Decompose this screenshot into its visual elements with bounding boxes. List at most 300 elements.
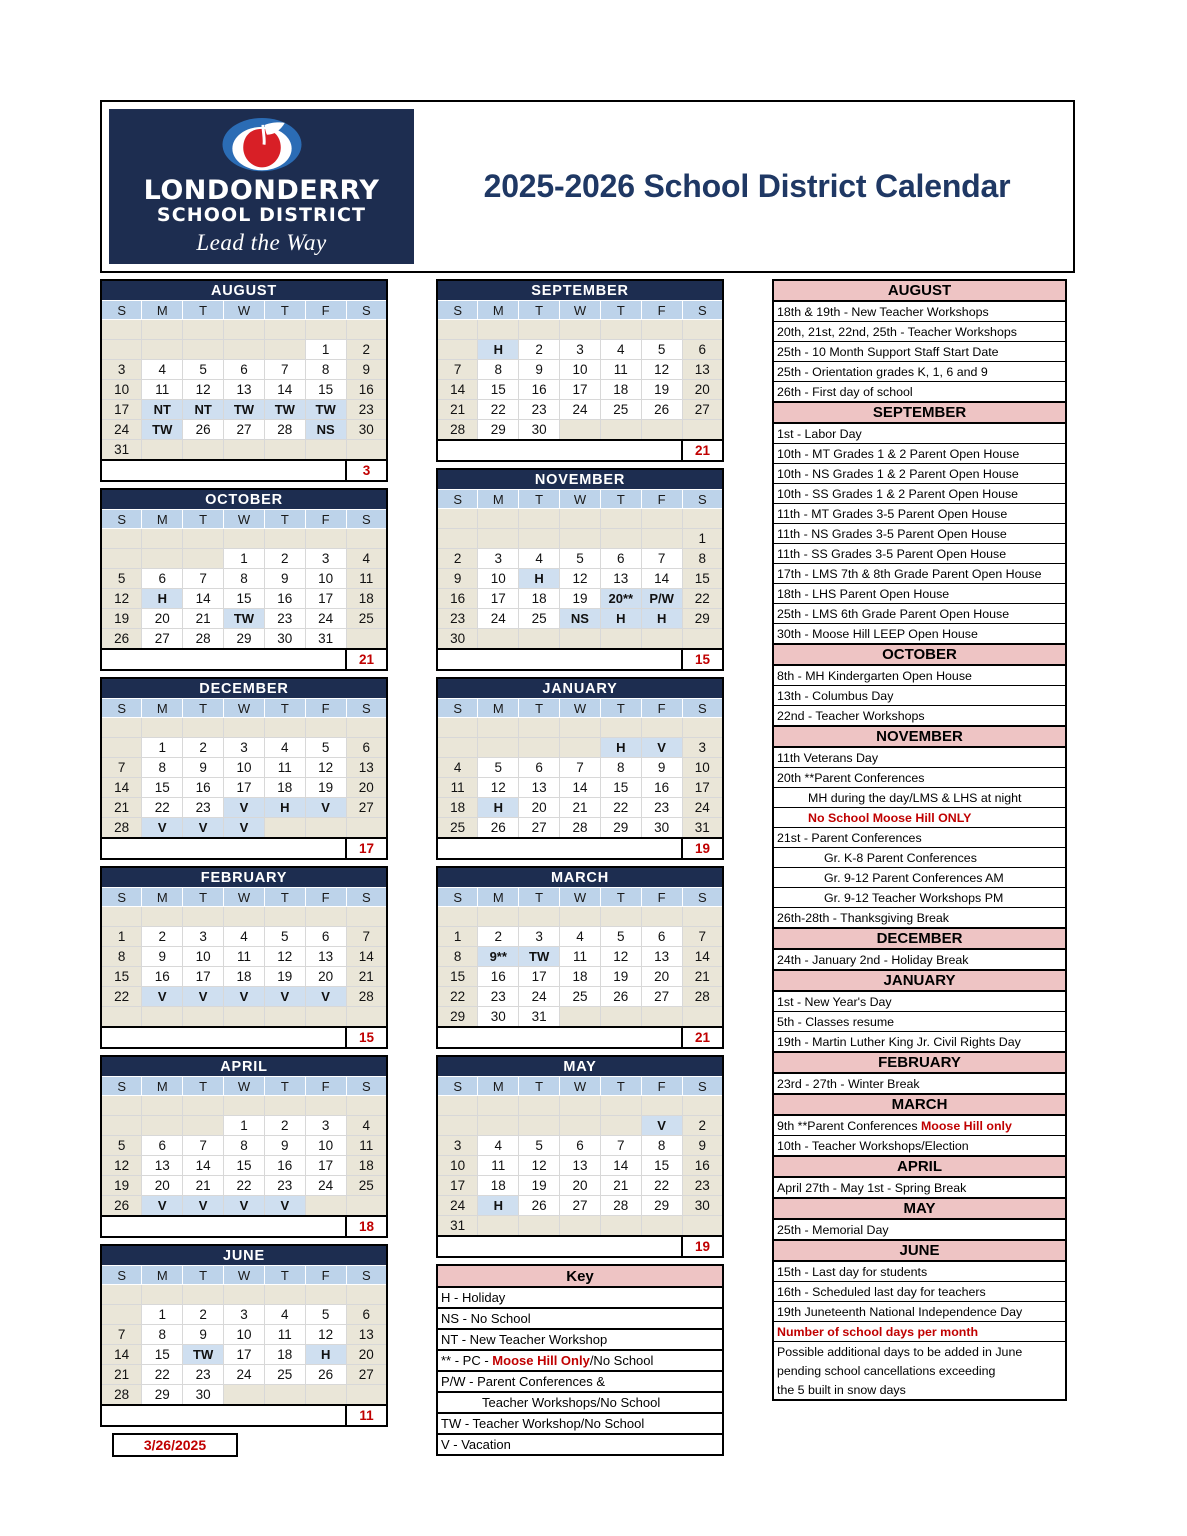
calendar-cell: 26 bbox=[101, 1196, 142, 1217]
calendar-cell: 25 bbox=[346, 1176, 387, 1196]
day-of-week-header: S bbox=[346, 888, 387, 907]
calendar-cell: 11 bbox=[264, 1325, 305, 1345]
calendar-cell: 23 bbox=[183, 1365, 224, 1385]
day-of-week-header: T bbox=[600, 490, 641, 509]
event-row: April 27th - May 1st - Spring Break bbox=[773, 1177, 1066, 1198]
calendar-cell: 17 bbox=[437, 1176, 478, 1196]
month-table-december bbox=[100, 677, 388, 860]
calendar-cell: 8 bbox=[478, 360, 519, 380]
calendar-cell: 24 bbox=[478, 609, 519, 629]
calendar-cell: H bbox=[478, 1196, 519, 1216]
calendar-cell: 24 bbox=[101, 420, 142, 440]
calendar-cell: 1 bbox=[142, 738, 183, 758]
calendar-cell-empty bbox=[224, 529, 265, 549]
calendar-cell-empty bbox=[519, 718, 560, 738]
calendar-cell: 10 bbox=[682, 758, 723, 778]
events-month-header: MARCH bbox=[773, 1094, 1066, 1115]
day-of-week-header: T bbox=[264, 699, 305, 718]
calendar-cell: 18 bbox=[346, 589, 387, 609]
calendar-cell: 19 bbox=[305, 778, 346, 798]
calendar-cell: 26 bbox=[519, 1196, 560, 1216]
calendar-cell: TW bbox=[305, 400, 346, 420]
month-table-june bbox=[100, 1244, 388, 1427]
calendar-cell: 6 bbox=[142, 1136, 183, 1156]
calendar-cell: 4 bbox=[346, 1116, 387, 1136]
calendar-cell-empty bbox=[478, 509, 519, 529]
event-row: 25th - Orientation grades K, 1, 6 and 9 bbox=[773, 362, 1066, 382]
day-of-week-header: T bbox=[600, 1077, 641, 1096]
event-row: 16th - Scheduled last day for teachers bbox=[773, 1282, 1066, 1302]
event-text: 9th **Parent Conferences bbox=[777, 1118, 921, 1133]
day-of-week-header: S bbox=[437, 699, 478, 718]
day-of-week-header: W bbox=[560, 301, 601, 320]
calendar-cell: 22 bbox=[224, 1176, 265, 1196]
month-table-september bbox=[436, 279, 724, 462]
calendar-cell-empty bbox=[560, 529, 601, 549]
calendar-cell: 13 bbox=[142, 1156, 183, 1176]
calendar-cell-empty bbox=[264, 907, 305, 927]
calendar-cell-empty bbox=[305, 1285, 346, 1305]
month-name: DECEMBER bbox=[101, 678, 387, 699]
calendar-cell: 18 bbox=[560, 967, 601, 987]
calendar-cell-empty bbox=[142, 1096, 183, 1116]
legend-key-table bbox=[436, 1264, 724, 1456]
school-days-total: 18 bbox=[346, 1216, 387, 1237]
day-of-week-header: F bbox=[305, 1266, 346, 1285]
calendar-cell: 20 bbox=[142, 609, 183, 629]
calendar-cell-empty bbox=[183, 549, 224, 569]
calendar-cell: 27 bbox=[346, 1365, 387, 1385]
key-text-suffix: /No School bbox=[589, 1353, 654, 1368]
calendar-cell: 10 bbox=[560, 360, 601, 380]
calendar-cell: 20** bbox=[600, 589, 641, 609]
calendar-cell: TW bbox=[519, 947, 560, 967]
calendar-cell: 10 bbox=[224, 1325, 265, 1345]
key-row bbox=[437, 1350, 723, 1371]
calendar-cell: 9 bbox=[437, 569, 478, 589]
calendar-cell: V bbox=[142, 1196, 183, 1217]
calendar-cell: 1 bbox=[437, 927, 478, 947]
calendar-cell: 20 bbox=[519, 798, 560, 818]
calendar-cell: 4 bbox=[264, 1305, 305, 1325]
calendar-cell: 28 bbox=[437, 420, 478, 441]
month-table-march bbox=[436, 866, 724, 1049]
calendar-cell: 5 bbox=[641, 340, 682, 360]
calendar-cell-empty bbox=[305, 529, 346, 549]
event-row bbox=[773, 1115, 1066, 1136]
day-of-week-header: T bbox=[264, 1077, 305, 1096]
event-row: Gr. K-8 Parent Conferences bbox=[773, 848, 1066, 868]
calendar-cell: 22 bbox=[682, 589, 723, 609]
calendar-cell: 10 bbox=[305, 1136, 346, 1156]
calendar-cell: H bbox=[478, 798, 519, 818]
event-row: 10th - SS Grades 1 & 2 Parent Open House bbox=[773, 484, 1066, 504]
calendar-cell-empty bbox=[224, 1007, 265, 1028]
event-row: 26th - First day of school bbox=[773, 382, 1066, 403]
key-row: Teacher Workshops/No School bbox=[437, 1392, 723, 1413]
calendar-cell: 30 bbox=[264, 629, 305, 650]
calendar-cell: 26 bbox=[305, 1365, 346, 1385]
day-of-week-header: S bbox=[346, 1077, 387, 1096]
school-days-total: 15 bbox=[682, 649, 723, 670]
calendar-cell-empty bbox=[142, 549, 183, 569]
event-row: 30th - Moose Hill LEEP Open House bbox=[773, 624, 1066, 645]
calendar-cell: 3 bbox=[560, 340, 601, 360]
calendar-cell: 13 bbox=[519, 778, 560, 798]
calendar-cell: 20 bbox=[682, 380, 723, 400]
calendar-cell: V bbox=[305, 798, 346, 818]
calendar-cell-empty bbox=[437, 320, 478, 340]
calendar-cell-empty bbox=[264, 440, 305, 461]
calendar-cell: 23 bbox=[346, 400, 387, 420]
calendar-cell-empty bbox=[183, 907, 224, 927]
event-row: 25th - Memorial Day bbox=[773, 1219, 1066, 1240]
calendar-cell: 15 bbox=[641, 1156, 682, 1176]
calendar-cell-empty bbox=[346, 1285, 387, 1305]
calendar-cell-empty bbox=[560, 718, 601, 738]
event-row: 19th - Martin Luther King Jr. Civil Rights Day bbox=[773, 1032, 1066, 1053]
calendar-cell-empty bbox=[560, 1096, 601, 1116]
events-month-header: FEBRUARY bbox=[773, 1052, 1066, 1073]
calendar-cell-empty bbox=[264, 320, 305, 340]
calendar-cell: 26 bbox=[641, 400, 682, 420]
calendar-cell: 30 bbox=[437, 629, 478, 650]
calendar-cell: 8 bbox=[142, 1325, 183, 1345]
calendar-cell: 18 bbox=[600, 380, 641, 400]
month-table-may bbox=[436, 1055, 724, 1258]
day-of-week-header: S bbox=[101, 699, 142, 718]
school-days-total: 19 bbox=[682, 1236, 723, 1257]
calendar-cell: 11 bbox=[346, 1136, 387, 1156]
calendar-cell-empty bbox=[305, 907, 346, 927]
calendar-cell: TW bbox=[224, 400, 265, 420]
calendar-cell: 28 bbox=[101, 1385, 142, 1406]
calendar-cell: V bbox=[183, 1196, 224, 1217]
day-of-week-header: S bbox=[437, 490, 478, 509]
calendar-cell: 25 bbox=[346, 609, 387, 629]
calendar-cell: TW bbox=[224, 609, 265, 629]
day-of-week-header: S bbox=[346, 510, 387, 529]
day-of-week-header: S bbox=[437, 888, 478, 907]
month-name: APRIL bbox=[101, 1056, 387, 1077]
calendar-cell: 21 bbox=[183, 609, 224, 629]
day-of-week-header: S bbox=[346, 699, 387, 718]
calendar-cell: 14 bbox=[641, 569, 682, 589]
event-row: 23rd - 27th - Winter Break bbox=[773, 1073, 1066, 1094]
calendar-cell: 30 bbox=[478, 1007, 519, 1028]
calendar-cell-empty bbox=[305, 320, 346, 340]
calendar-cell-empty bbox=[142, 320, 183, 340]
month-total-spacer bbox=[437, 1236, 682, 1257]
calendar-cell: 18 bbox=[264, 1345, 305, 1365]
calendar-cell-empty bbox=[641, 1007, 682, 1028]
day-of-week-header: S bbox=[101, 301, 142, 320]
calendar-cell: 15 bbox=[478, 380, 519, 400]
calendar-cell-empty bbox=[305, 1385, 346, 1406]
day-of-week-header: M bbox=[142, 510, 183, 529]
calendar-cell-empty bbox=[264, 818, 305, 839]
calendar-cell: 12 bbox=[519, 1156, 560, 1176]
calendar-cell: 3 bbox=[519, 927, 560, 947]
event-row: pending school cancellations exceeding bbox=[773, 1361, 1066, 1380]
calendar-cell: 11 bbox=[264, 758, 305, 778]
calendar-cell: 17 bbox=[305, 589, 346, 609]
event-row: 8th - MH Kindergarten Open House bbox=[773, 665, 1066, 686]
day-of-week-header: T bbox=[600, 888, 641, 907]
calendar-cell: 18 bbox=[437, 798, 478, 818]
calendar-cell: 14 bbox=[183, 1156, 224, 1176]
calendar-cell: 15 bbox=[437, 967, 478, 987]
calendar-cell: 17 bbox=[224, 778, 265, 798]
calendar-cell-empty bbox=[560, 1116, 601, 1136]
calendar-cell: 5 bbox=[305, 738, 346, 758]
calendar-cell: 23 bbox=[682, 1176, 723, 1196]
calendar-cell-empty bbox=[641, 907, 682, 927]
calendar-cell-empty bbox=[101, 1007, 142, 1028]
calendar-cell-empty bbox=[437, 907, 478, 927]
calendar-cell-empty bbox=[600, 1116, 641, 1136]
calendar-cell-empty bbox=[519, 529, 560, 549]
calendar-cell: V bbox=[641, 738, 682, 758]
calendar-cell-empty bbox=[560, 907, 601, 927]
calendar-cell-empty bbox=[519, 509, 560, 529]
calendar-cell: 3 bbox=[305, 1116, 346, 1136]
calendar-cell-empty bbox=[346, 1007, 387, 1028]
day-of-week-header: W bbox=[560, 1077, 601, 1096]
calendar-cell-empty bbox=[142, 1007, 183, 1028]
events-list-table bbox=[772, 279, 1067, 1401]
title-container bbox=[421, 102, 1073, 271]
day-of-week-header: F bbox=[641, 888, 682, 907]
calendar-cell: 11 bbox=[560, 947, 601, 967]
calendar-cell: 9 bbox=[264, 569, 305, 589]
calendar-cell: 2 bbox=[519, 340, 560, 360]
calendar-cell: 16 bbox=[346, 380, 387, 400]
month-table-august bbox=[100, 279, 388, 482]
calendar-cell-empty bbox=[183, 440, 224, 461]
events-month-header: AUGUST bbox=[773, 280, 1066, 301]
event-row: 25th - 10 Month Support Staff Start Date bbox=[773, 342, 1066, 362]
calendar-cell-empty bbox=[183, 529, 224, 549]
day-of-week-header: W bbox=[560, 699, 601, 718]
calendar-cell: 12 bbox=[305, 758, 346, 778]
calendar-cell: 9 bbox=[183, 1325, 224, 1345]
day-of-week-header: M bbox=[142, 301, 183, 320]
event-row: 13th - Columbus Day bbox=[773, 686, 1066, 706]
calendar-cell-empty bbox=[346, 320, 387, 340]
month-total-spacer bbox=[101, 1027, 346, 1048]
calendar-cell: H bbox=[478, 340, 519, 360]
month-name: JANUARY bbox=[437, 678, 723, 699]
calendar-cell-empty bbox=[437, 738, 478, 758]
calendar-cell: NT bbox=[142, 400, 183, 420]
calendar-cell: 12 bbox=[101, 1156, 142, 1176]
month-table-january bbox=[436, 677, 724, 860]
calendar-cell: 11 bbox=[478, 1156, 519, 1176]
calendar-cell: 4 bbox=[560, 927, 601, 947]
calendar-cell: H bbox=[641, 609, 682, 629]
calendar-cell-empty bbox=[519, 738, 560, 758]
calendar-cell-empty bbox=[346, 1196, 387, 1217]
day-of-week-header: M bbox=[478, 301, 519, 320]
event-row: 22nd - Teacher Workshops bbox=[773, 706, 1066, 727]
calendar-cell: 10 bbox=[478, 569, 519, 589]
calendar-cell: 13 bbox=[560, 1156, 601, 1176]
page-title: 2025-2026 School District Calendar bbox=[483, 168, 1011, 204]
calendar-cell-empty bbox=[600, 718, 641, 738]
calendar-cell: 3 bbox=[224, 1305, 265, 1325]
calendar-cell-empty bbox=[142, 1116, 183, 1136]
calendar-cell: 11 bbox=[346, 569, 387, 589]
day-of-week-header: T bbox=[183, 699, 224, 718]
calendar-cell: 2 bbox=[183, 1305, 224, 1325]
calendar-cell-empty bbox=[346, 718, 387, 738]
calendar-cell: 15 bbox=[682, 569, 723, 589]
key-row: TW - Teacher Workshop/No School bbox=[437, 1413, 723, 1434]
calendar-cell: 8 bbox=[101, 947, 142, 967]
months-column-left bbox=[100, 279, 388, 1457]
calendar-cell-empty bbox=[305, 718, 346, 738]
calendar-cell: 23 bbox=[641, 798, 682, 818]
day-of-week-header: S bbox=[346, 1266, 387, 1285]
calendar-cell: 6 bbox=[346, 1305, 387, 1325]
calendar-cell: 16 bbox=[519, 380, 560, 400]
calendar-cell-empty bbox=[600, 1007, 641, 1028]
day-of-week-header: F bbox=[641, 490, 682, 509]
events-month-header: JANUARY bbox=[773, 970, 1066, 991]
month-name: SEPTEMBER bbox=[437, 280, 723, 301]
calendar-cell-empty bbox=[101, 340, 142, 360]
calendar-cell: 17 bbox=[560, 380, 601, 400]
calendar-cell: 14 bbox=[560, 778, 601, 798]
calendar-cell-empty bbox=[641, 529, 682, 549]
calendar-cell: 21 bbox=[101, 1365, 142, 1385]
day-of-week-header: T bbox=[264, 510, 305, 529]
calendar-cell: 21 bbox=[346, 967, 387, 987]
calendar-cell: 18 bbox=[478, 1176, 519, 1196]
day-of-week-header: M bbox=[142, 699, 183, 718]
calendar-cell-empty bbox=[346, 1385, 387, 1406]
month-total-spacer bbox=[101, 838, 346, 859]
calendar-cell: 9 bbox=[641, 758, 682, 778]
calendar-cell: 17 bbox=[101, 400, 142, 420]
calendar-cell: 17 bbox=[682, 778, 723, 798]
event-row: 11th - SS Grades 3-5 Parent Open House bbox=[773, 544, 1066, 564]
calendar-cell-empty bbox=[224, 1096, 265, 1116]
calendar-cell-empty bbox=[519, 320, 560, 340]
calendar-cell-empty bbox=[437, 718, 478, 738]
calendar-cell-empty bbox=[560, 1216, 601, 1237]
calendar-cell: 12 bbox=[560, 569, 601, 589]
calendar-cell: 24 bbox=[519, 987, 560, 1007]
calendar-cell: 9 bbox=[142, 947, 183, 967]
calendar-cell: 12 bbox=[264, 947, 305, 967]
calendar-cell: 7 bbox=[682, 927, 723, 947]
calendar-cell: 8 bbox=[641, 1136, 682, 1156]
event-row: Gr. 9-12 Teacher Workshops PM bbox=[773, 888, 1066, 908]
calendar-cell: 3 bbox=[437, 1136, 478, 1156]
calendar-cell: 2 bbox=[142, 927, 183, 947]
calendar-cell: 1 bbox=[224, 549, 265, 569]
calendar-cell-empty bbox=[478, 529, 519, 549]
calendar-cell-empty bbox=[305, 440, 346, 461]
calendar-cell: 5 bbox=[183, 360, 224, 380]
calendar-cell: 17 bbox=[183, 967, 224, 987]
calendar-cell-empty bbox=[264, 1096, 305, 1116]
logo-tagline: Lead the Way bbox=[196, 230, 327, 255]
calendar-cell: 2 bbox=[183, 738, 224, 758]
calendar-cell: 24 bbox=[224, 1365, 265, 1385]
calendar-cell: 30 bbox=[641, 818, 682, 839]
calendar-cell: H bbox=[600, 609, 641, 629]
event-row: 10th - MT Grades 1 & 2 Parent Open House bbox=[773, 444, 1066, 464]
events-month-header: DECEMBER bbox=[773, 928, 1066, 949]
calendar-cell: 19 bbox=[101, 1176, 142, 1196]
calendar-cell-empty bbox=[183, 718, 224, 738]
calendar-cell-empty bbox=[437, 509, 478, 529]
calendar-cell: V bbox=[264, 987, 305, 1007]
day-of-week-header: M bbox=[478, 490, 519, 509]
calendar-cell: 8 bbox=[224, 1136, 265, 1156]
calendar-cell-empty bbox=[478, 1116, 519, 1136]
calendar-cell-empty bbox=[600, 420, 641, 441]
calendar-cell: 7 bbox=[600, 1136, 641, 1156]
calendar-cell: 18 bbox=[264, 778, 305, 798]
day-of-week-header: F bbox=[305, 699, 346, 718]
calendar-cell-empty bbox=[183, 1096, 224, 1116]
calendar-cell: 1 bbox=[224, 1116, 265, 1136]
calendar-cell: 22 bbox=[641, 1176, 682, 1196]
calendar-cell: 15 bbox=[142, 1345, 183, 1365]
calendar-cell: 6 bbox=[641, 927, 682, 947]
calendar-cell: 19 bbox=[600, 967, 641, 987]
calendar-cell: 3 bbox=[478, 549, 519, 569]
calendar-cell: 5 bbox=[101, 569, 142, 589]
event-row: 5th - Classes resume bbox=[773, 1012, 1066, 1032]
events-month-header: SEPTEMBER bbox=[773, 402, 1066, 423]
calendar-cell: 21 bbox=[600, 1176, 641, 1196]
day-of-week-header: W bbox=[224, 888, 265, 907]
calendar-cell: 27 bbox=[224, 420, 265, 440]
calendar-cell: V bbox=[641, 1116, 682, 1136]
calendar-cell: TW bbox=[142, 420, 183, 440]
calendar-cell: V bbox=[264, 1196, 305, 1217]
day-of-week-header: F bbox=[305, 1077, 346, 1096]
calendar-cell: 10 bbox=[224, 758, 265, 778]
month-table-april bbox=[100, 1055, 388, 1238]
key-row: P/W - Parent Conferences & bbox=[437, 1371, 723, 1392]
school-days-total: 17 bbox=[346, 838, 387, 859]
calendar-cell: 10 bbox=[183, 947, 224, 967]
day-of-week-header: S bbox=[682, 1077, 723, 1096]
calendar-cell-empty bbox=[264, 340, 305, 360]
calendar-cell: 20 bbox=[346, 778, 387, 798]
day-of-week-header: T bbox=[519, 1077, 560, 1096]
calendar-cell: 13 bbox=[305, 947, 346, 967]
calendar-cell-empty bbox=[600, 509, 641, 529]
day-of-week-header: F bbox=[305, 888, 346, 907]
event-row: 1st - New Year's Day bbox=[773, 991, 1066, 1012]
events-month-header: JUNE bbox=[773, 1240, 1066, 1261]
calendar-cell-empty bbox=[183, 320, 224, 340]
calendar-cell: 26 bbox=[183, 420, 224, 440]
calendar-cell-empty bbox=[346, 907, 387, 927]
calendar-cell-empty bbox=[478, 907, 519, 927]
calendar-cell: 29 bbox=[437, 1007, 478, 1028]
day-of-week-header: S bbox=[346, 301, 387, 320]
calendar-cell-empty bbox=[264, 718, 305, 738]
event-row: 25th - LMS 6th Grade Parent Open House bbox=[773, 604, 1066, 624]
